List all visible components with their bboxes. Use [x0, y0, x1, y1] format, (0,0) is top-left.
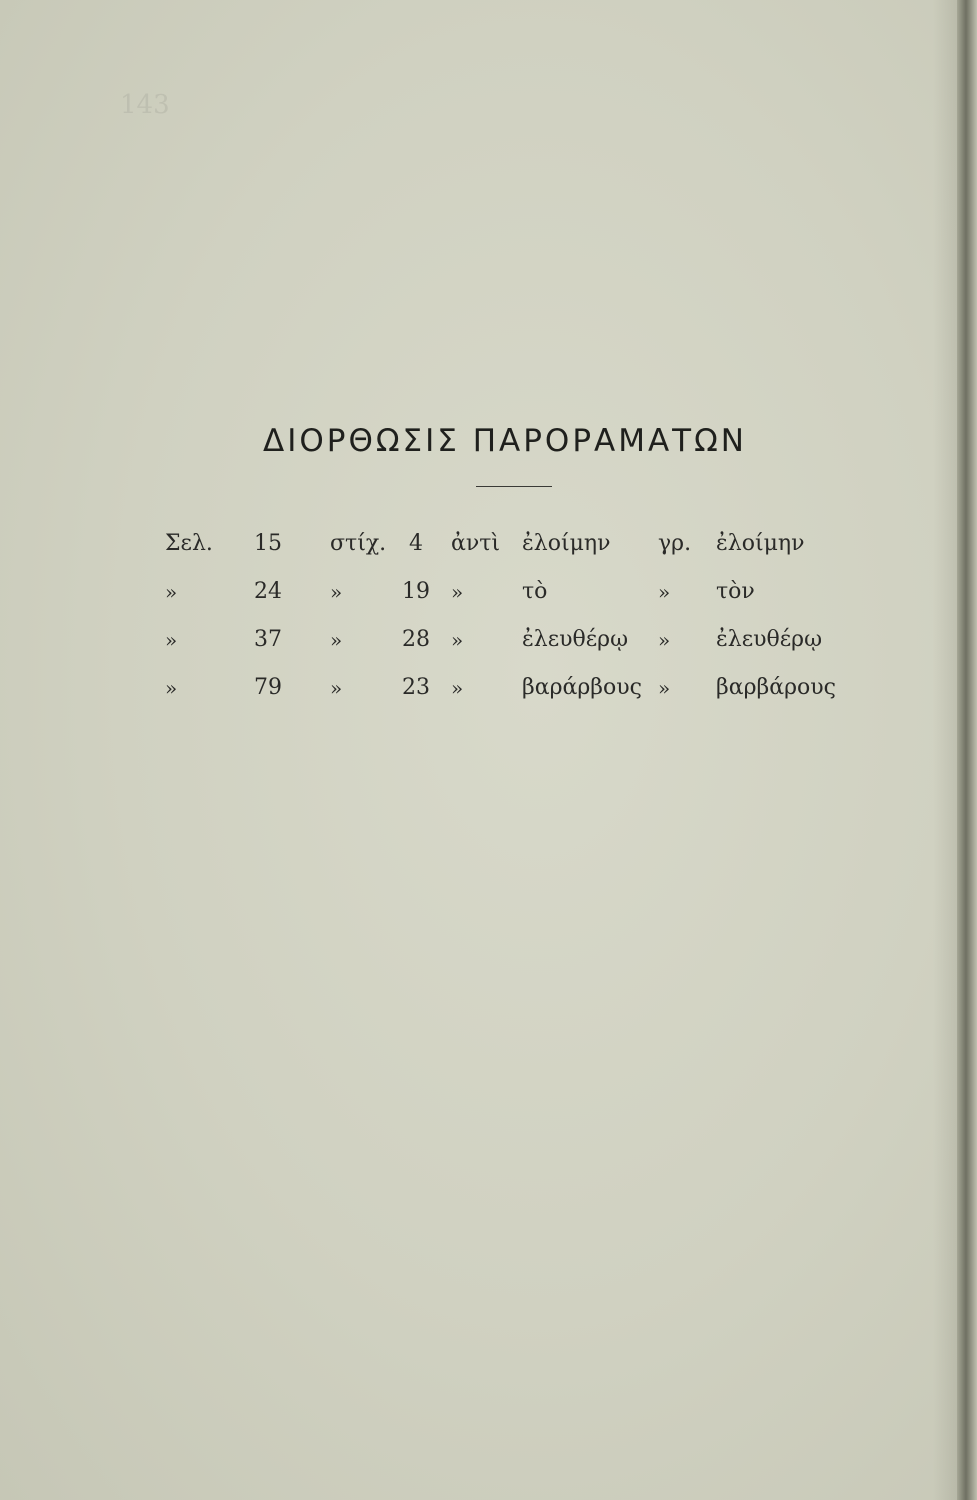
page-number: 79	[254, 675, 282, 700]
line-label: »	[330, 676, 343, 700]
errata-row	[0, 568, 977, 616]
wrong-text: ἐλοίμην	[522, 531, 611, 556]
read-label: »	[658, 628, 671, 652]
line-label: »	[330, 580, 343, 604]
instead-label: »	[451, 580, 464, 604]
page-label: »	[165, 628, 178, 652]
read-label: »	[658, 676, 671, 700]
errata-table	[0, 520, 977, 712]
page-number: 15	[254, 531, 282, 556]
line-label: στίχ.	[330, 531, 387, 556]
line-number: 19	[402, 579, 430, 604]
wrong-text: ἐλευθέρῳ	[522, 627, 629, 652]
read-label: γρ.	[658, 531, 692, 556]
correct-text: βαρβάρους	[716, 675, 836, 700]
page-title: ΔΙΟΡΘΩΣΙΣ ΠΑΡΟΡΑΜΑΤΩΝ	[263, 423, 747, 459]
show-through-text: 143	[120, 90, 468, 120]
wrong-text: τὸ	[522, 579, 548, 604]
title-underline	[476, 486, 552, 487]
page-label: »	[165, 580, 178, 604]
wrong-text: βαράρβους	[522, 675, 642, 700]
instead-label: ἀντὶ	[451, 531, 501, 556]
instead-label: »	[451, 676, 464, 700]
line-number: 28	[402, 627, 430, 652]
line-number: 4	[409, 531, 423, 556]
page-edge-strip	[957, 0, 977, 1500]
show-through-text	[120, 140, 128, 170]
errata-row	[0, 520, 977, 568]
errata-row	[0, 616, 977, 664]
line-label: »	[330, 628, 343, 652]
line-number: 23	[402, 675, 430, 700]
correct-text: ἐλευθέρῳ	[716, 627, 823, 652]
read-label: »	[658, 580, 671, 604]
page-edge-shadow	[933, 0, 957, 1500]
instead-label: »	[451, 628, 464, 652]
page-number: 37	[254, 627, 282, 652]
correct-text: ἐλοίμην	[716, 531, 805, 556]
page-number: 24	[254, 579, 282, 604]
errata-row	[0, 664, 977, 712]
correct-text: τὸν	[716, 579, 755, 604]
page-label: »	[165, 676, 178, 700]
page-label: Σελ.	[165, 531, 213, 556]
